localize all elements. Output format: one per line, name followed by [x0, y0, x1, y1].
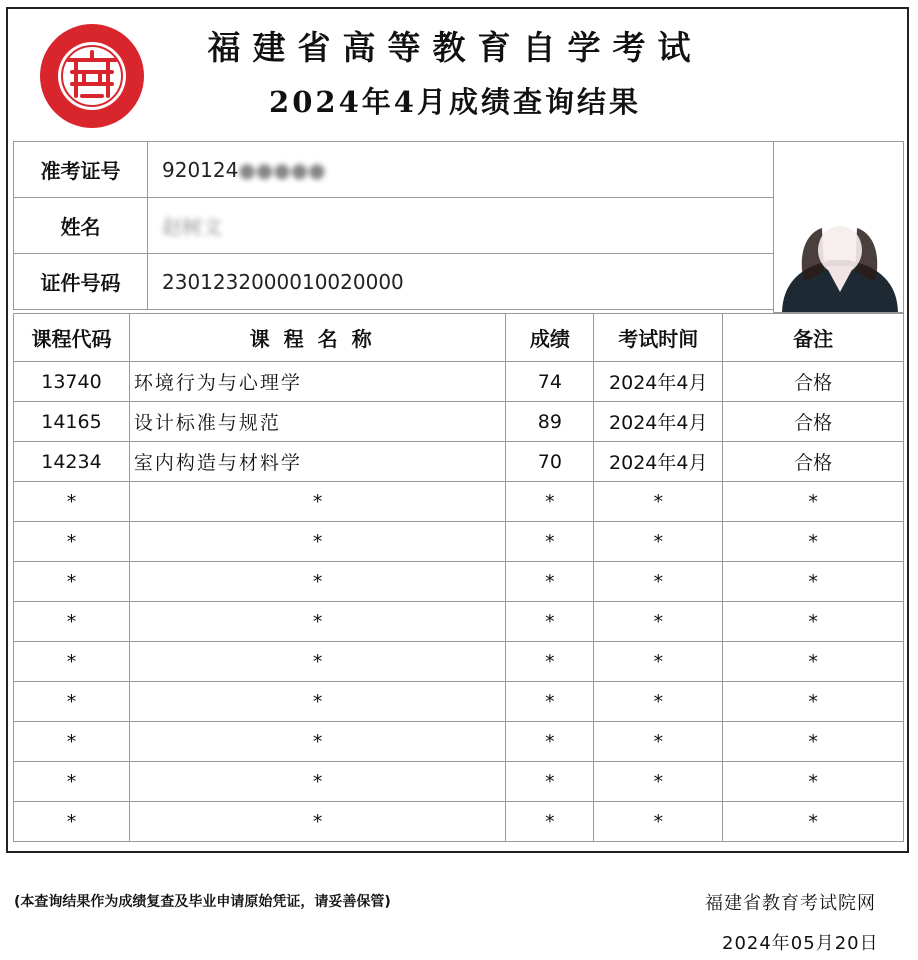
remarks: *: [723, 642, 904, 682]
course-code: *: [14, 562, 130, 602]
person-photo-icon: [774, 142, 904, 313]
name-value: 赵树文: [148, 198, 774, 254]
course-score: *: [506, 682, 594, 722]
candidate-photo: [773, 141, 904, 313]
remarks: *: [723, 802, 904, 842]
course-name: *: [129, 682, 506, 722]
grades-header-row: [14, 314, 904, 362]
remarks: *: [723, 682, 904, 722]
name-label: 姓名: [14, 198, 148, 254]
table-row: [14, 802, 904, 842]
issuing-organization: 福建省教育考试院网: [705, 893, 876, 914]
exam-time: *: [594, 562, 723, 602]
page-title: 福建省高等教育自学考试: [207, 28, 703, 67]
remarks: *: [723, 522, 904, 562]
table-row: [14, 522, 904, 562]
table-row: [14, 562, 904, 602]
table-row: [14, 602, 904, 642]
table-row: [14, 402, 904, 442]
course-score: 70: [506, 442, 594, 482]
course-score: *: [506, 562, 594, 602]
exam-time: *: [594, 762, 723, 802]
exam-time: *: [594, 602, 723, 642]
table-row: [14, 682, 904, 722]
course-name: *: [129, 762, 506, 802]
exam-time: *: [594, 682, 723, 722]
course-name: *: [129, 802, 506, 842]
course-score: 89: [506, 402, 594, 442]
course-code: *: [14, 762, 130, 802]
footnote: (本查询结果作为成绩复查及毕业申请原始凭证，请妥善保管): [14, 894, 391, 910]
exam-time: 2024年4月: [594, 402, 723, 442]
course-score: *: [506, 722, 594, 762]
course-code: 13740: [14, 362, 130, 402]
remarks: *: [723, 762, 904, 802]
course-code: 14165: [14, 402, 130, 442]
course-code: *: [14, 722, 130, 762]
course-code: *: [14, 522, 130, 562]
remarks: *: [723, 562, 904, 602]
id-row: [14, 254, 774, 310]
id-label: 证件号码: [14, 254, 148, 310]
course-code: *: [14, 682, 130, 722]
exam-time: *: [594, 482, 723, 522]
remarks: *: [723, 602, 904, 642]
course-name: 室内构造与材料学: [129, 442, 506, 482]
table-row: [14, 642, 904, 682]
exam-time: 2024年4月: [594, 442, 723, 482]
course-code: *: [14, 802, 130, 842]
grades-table: [13, 313, 904, 842]
col-header-course-code: 课程代码: [14, 314, 130, 362]
course-name: *: [129, 522, 506, 562]
col-header-exam-time: 考试时间: [594, 314, 723, 362]
course-score: *: [506, 802, 594, 842]
table-row: [14, 482, 904, 522]
col-header-course-name: 课程名称: [129, 314, 506, 362]
course-name: 环境行为与心理学: [129, 362, 506, 402]
admission-value: 920124●●●●●: [148, 142, 774, 198]
exam-time: *: [594, 802, 723, 842]
remarks: *: [723, 482, 904, 522]
course-name: *: [129, 602, 506, 642]
name-row: [14, 198, 774, 254]
course-score: *: [506, 522, 594, 562]
course-code: *: [14, 642, 130, 682]
remarks: 合格: [723, 402, 904, 442]
exam-time: *: [594, 522, 723, 562]
exam-authority-logo: [38, 22, 146, 130]
col-header-remarks: 备注: [723, 314, 904, 362]
table-row: [14, 362, 904, 402]
admission-label: 准考证号: [14, 142, 148, 198]
exam-time: 2024年4月: [594, 362, 723, 402]
course-name: *: [129, 562, 506, 602]
remarks: 合格: [723, 362, 904, 402]
masked-digits: ●●●●●: [238, 157, 326, 182]
table-row: [14, 722, 904, 762]
course-name: *: [129, 722, 506, 762]
admission-row: [14, 142, 774, 198]
course-name: *: [129, 482, 506, 522]
candidate-info-table: [13, 141, 774, 310]
course-code: 14234: [14, 442, 130, 482]
course-code: *: [14, 602, 130, 642]
table-row: [14, 762, 904, 802]
course-score: 74: [506, 362, 594, 402]
col-header-score: 成绩: [506, 314, 594, 362]
course-name: *: [129, 642, 506, 682]
exam-time: *: [594, 642, 723, 682]
exam-time: *: [594, 722, 723, 762]
course-name: 设计标准与规范: [129, 402, 506, 442]
course-score: *: [506, 642, 594, 682]
course-code: *: [14, 482, 130, 522]
id-value: 2301232000010020000: [148, 254, 774, 310]
issue-date: 2024年05月20日: [722, 933, 879, 954]
course-score: *: [506, 762, 594, 802]
course-score: *: [506, 602, 594, 642]
page-subtitle: 2024年4月成绩查询结果: [269, 85, 641, 119]
remarks: 合格: [723, 442, 904, 482]
remarks: *: [723, 722, 904, 762]
table-row: [14, 442, 904, 482]
course-score: *: [506, 482, 594, 522]
